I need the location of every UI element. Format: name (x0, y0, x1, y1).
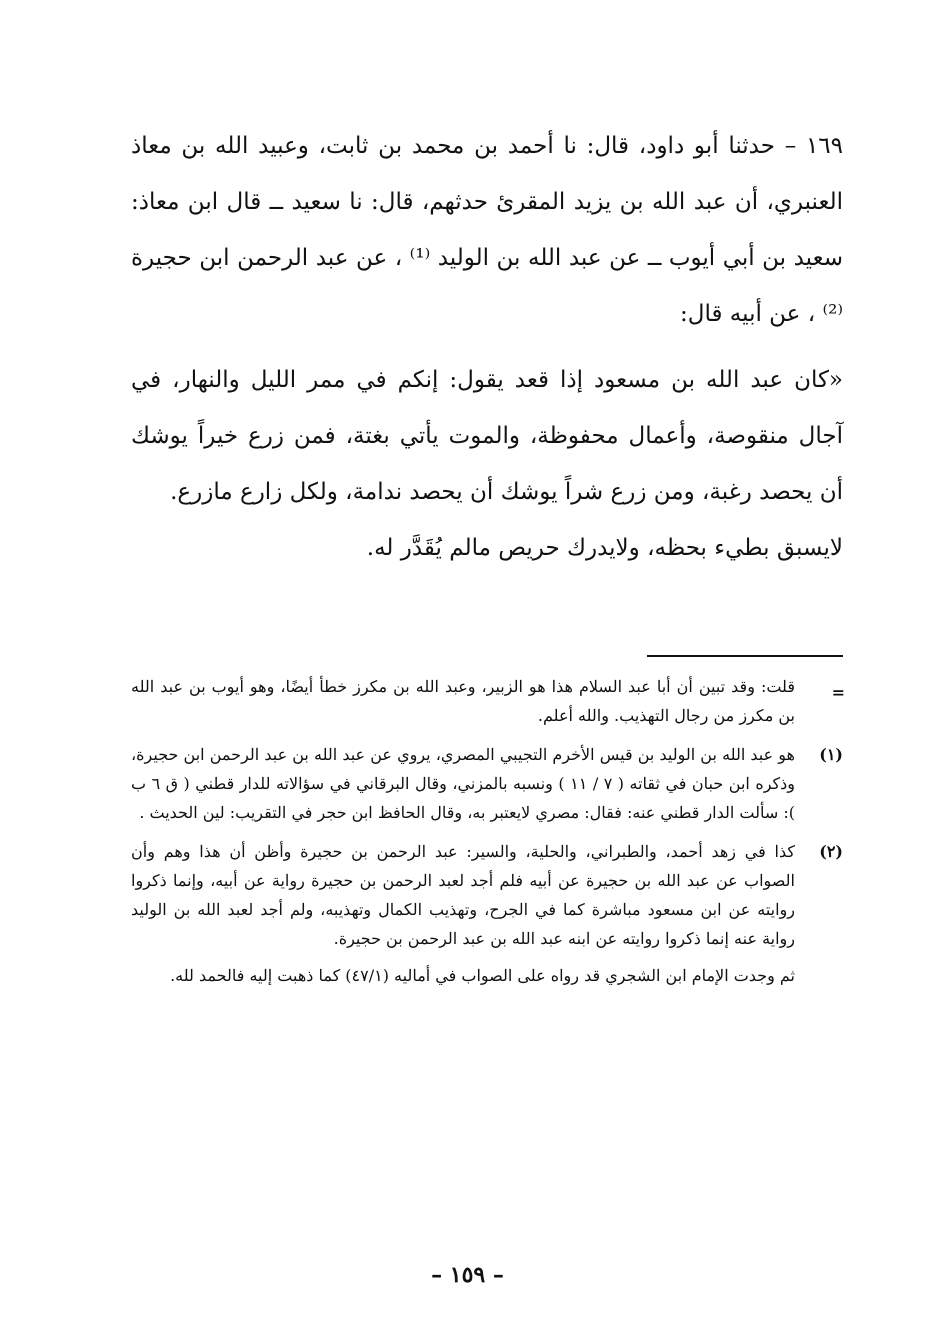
hadith-closing-line: لايسبق بطيء بحظه، ولايدرك حريص مالم يُقَدَّر له. (366, 535, 843, 561)
footnote-continuation (131, 672, 843, 730)
footnote-1-mark: (١) (819, 745, 843, 764)
page-number: – ١٥٩ – (431, 1262, 504, 1288)
footnote-2-text: كذا في زهد أحمد، والطبراني، والحلية، والسير: عبد الرحمن بن حجيرة وأظن أن هذا وهم وأن الصواب عن عبد الله بن حجيرة عن أبيه فلم أجد لعبد الرحمن بن حجيرة رواية عن أبيه، وإنما ذكروا روايته عن ابن مسعود مباشرة كما في الجرح، وتهذيب الكمال وتهذيبه، ولم أجد لعبد الله بن الوليد رواية عنه إنما ذكروا روايته عن ابنه عبد الله بن عبد الرحمن بن حجيرة. (131, 842, 795, 948)
main-text (131, 118, 843, 576)
footnote-2 (131, 837, 843, 953)
isnad-paragraph: ١٦٩ – حدثنا أبو داود، قال: نا أحمد بن محمد بن ثابت، وعبيد الله بن معاذ العنبري، أن عبد الله بن يزيد المقرئ حدثهم، قال: نا سعيد ــ قال ابن معاذ: سعيد بن أبي أيوب ــ عن عبد الله بن الوليد ⁽¹⁾ ، عن عبد الرحمن ابن حجيرة ⁽²⁾ ، عن أبيه قال: (131, 133, 843, 327)
footnote-1 (131, 740, 843, 827)
footnote-separator (647, 655, 843, 657)
footnotes (131, 672, 843, 1000)
hadith-paragraph: «كان عبد الله بن مسعود إذا قعد يقول: إنكم في ممر الليل والنهار، في آجال منقوصة، وأعمال محفوظة، والموت يأتي بغتة، فمن زرع خيراً يوشك أن يحصد رغبة، ومن زرع شراً يوشك أن يحصد ندامة، ولكل زارع مازرع. (131, 367, 843, 505)
continuation-mark: = (831, 683, 845, 702)
footnote-1-text: هو عبد الله بن الوليد بن قيس الأخرم التجيبي المصري، يروي عن عبد الله بن عبد الرحمن ابن حجيرة، وذكره ابن حبان في ثقاته ( ٧ / ١١ ) ونسبه بالمزني، وقال البرقاني في سؤالاته للدار قطني ( ق ٦ ب ): سألت الدار قطني عنه: فقال: مصري لايعتبر به، وقال الحافظ ابن حجر في التقريب: لين الحديث . (131, 745, 796, 822)
footnote-continuation-text: قلت: وقد تبين أن أبا عبد السلام هذا هو الزبير، وعبد الله بن مكرز خطأ أيضًا، وهو أيوب بن عبد الله بن مكرز من رجال التهذيب. والله أعلم. (131, 677, 795, 725)
footnote-2-addendum: ثم وجدت الإمام ابن الشجري قد رواه على الصواب في أماليه (٤٧/١) كما ذهبت إليه فالحمد لله. (170, 966, 795, 985)
footnote-2-mark: (٢) (819, 842, 843, 861)
